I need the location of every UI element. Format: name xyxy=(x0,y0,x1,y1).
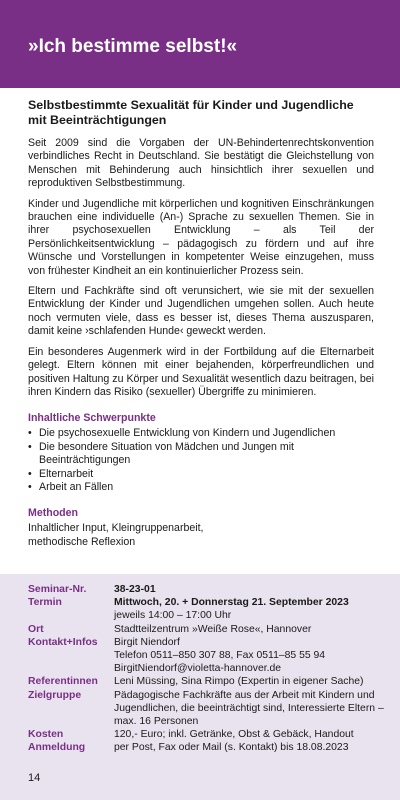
kontakt-phone: Telefon 0511–850 307 88, Fax 0511–85 55 94 xyxy=(114,650,326,662)
seminar-number-label: Seminar-Nr. xyxy=(28,584,87,595)
anmeldung-value: per Post, Fax oder Mail (s. Kontakt) bis 18.08.2023 xyxy=(114,742,349,754)
list-item: • Arbeit an Fällen xyxy=(28,481,374,494)
paragraph-2: Kinder und Jugendliche mit körperlichen und kognitiven Einschränkungen brauchen eine individuelle (An-) Sprache zu sexuellen Themen. Sie in ihrer psychosexuellen Entwicklung – als Teil der Persönlichkeitsentwicklung – pädagogisch zu fördern und auf ihre Wünsche und Vorstellungen in kompetenter Weise einzugehen, muss von frühester Kindheit an ein kontinuierlicher Prozess sein. xyxy=(28,197,374,277)
paragraph-1: Seit 2009 sind die Vorgaben der UN-Behindertenrechtskonvention verbindliches Recht in Deutschland. Sie bestätigt die Gleichstellung von Menschen mit Behinderung auch hinsichtlich ihrer sexuellen und reproduktiven Selbstbestimmung. xyxy=(28,137,374,190)
termin-value: Mittwoch, 20. + Donnerstag 21. September 2023 xyxy=(114,597,349,609)
seminar-number-value: 38-23-01 xyxy=(114,584,156,595)
paragraph-4: Ein besonderes Augenmerk wird in der Fortbildung auf die Elternarbeit gelegt. Eltern können mit einer bejahenden, körperfreundlichen und positiven Haltung zu Körper und Sexualität wesentlich dazu beitragen, bei ihren Kindern das Risiko (sexueller) Übergriffe zu minimieren. xyxy=(28,345,374,398)
kosten-value: 120,- Euro; inkl. Getränke, Obst & Gebäck, Handout xyxy=(114,729,354,741)
termin-label: Termin xyxy=(28,597,62,609)
zielgruppe-value: Pädagogische Fachkräfte aus der Arbeit mit Kindern und Jugendlichen, die beeinträchtigt sind, Interessierte Eltern – max. 16 Personen xyxy=(114,689,384,728)
info-grid xyxy=(28,583,384,755)
ort-value: Stadtteilzentrum »Weiße Rose«, Hannover xyxy=(114,623,312,635)
kontakt-name: Birgit Niendorf xyxy=(114,636,180,648)
referentinnen-value: Leni Müssing, Sina Rimpo (Expertin in eigener Sache) xyxy=(114,676,364,688)
list-item: • Die besondere Situation von Mädchen und Jungen mit Beeinträchtigungen xyxy=(28,441,374,468)
article-title: Selbstbestimmte Sexualität für Kinder und Jugendliche mit Beeinträchtigungen xyxy=(28,98,354,127)
list-item: • Die psychosexuelle Entwicklung von Kindern und Jugendlichen xyxy=(28,427,374,440)
methods-line: methodische Reflexion xyxy=(28,535,136,548)
termin-time: jeweils 14:00 – 17:00 Uhr xyxy=(114,610,232,622)
ort-label: Ort xyxy=(28,623,44,635)
anmeldung-label: Anmeldung xyxy=(28,742,86,754)
list-item: • Elternarbeit xyxy=(28,468,374,481)
kontakt-email[interactable]: BirgitNiendorf@violetta-hannover.de xyxy=(114,663,282,675)
methods-heading: Methoden xyxy=(28,507,79,520)
kontakt-label: Kontakt+Infos xyxy=(28,636,98,648)
paragraph-3: Eltern und Fachkräfte sind oft verunsichert, wie sie mit der sexuellen Entwicklung der Kinder und Jugendlichen umgehen sollen. Auch heute noch vermuten viele, dass es besser ist, dieses Thema auszusparen, damit keine ›schlafenden Hunde‹ geweckt werden. xyxy=(28,285,374,338)
kosten-label: Kosten xyxy=(28,729,64,741)
focus-heading: Inhaltliche Schwerpunkte xyxy=(28,412,156,425)
page-title: »Ich bestimme selbst!« xyxy=(28,36,238,57)
main-content xyxy=(28,98,374,549)
zielgruppe-label: Zielgruppe xyxy=(28,689,82,701)
methods-line: Inhaltlicher Input, Kleingruppenarbeit, xyxy=(28,522,204,535)
page-number: 14 xyxy=(28,772,41,784)
referentinnen-label: Referentinnen xyxy=(28,676,98,688)
focus-list xyxy=(28,427,374,494)
